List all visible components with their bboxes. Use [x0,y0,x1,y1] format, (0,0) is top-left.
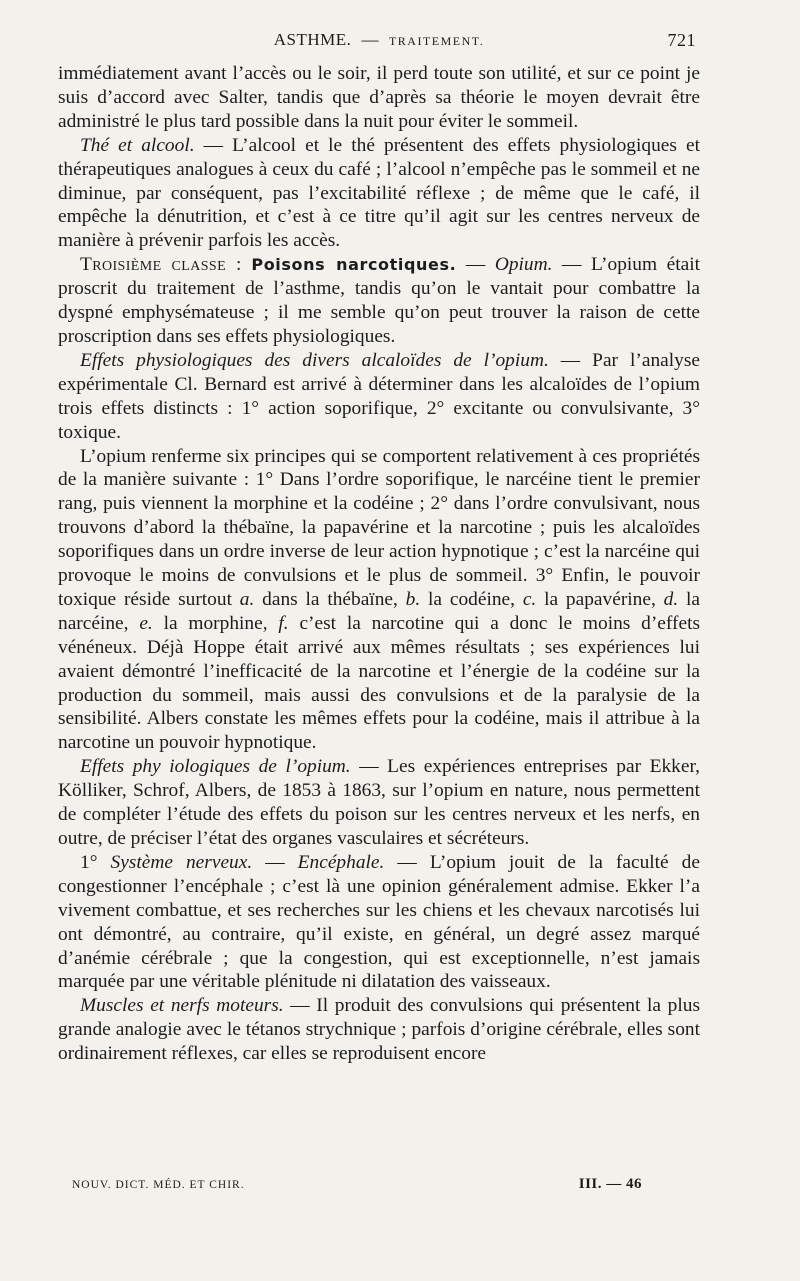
header-dash: — [361,30,379,49]
italic-text: c. [522,588,537,610]
italic-text: Effets physiologiques des divers alcaloïdes de l’opium. [80,349,549,371]
text-run: 1° [80,851,111,873]
paragraph [58,851,700,994]
italic-text: Effets phy iologiques de l’opium. [80,756,351,778]
text-run: — Par l’analyse expérimentale Cl. Bernard est arrivé à déterminer dans les alcaloïdes de l’opium trois effets distincts : 1° action soporifique, 2° excitante ou convulsivante, 3° toxique. [58,349,700,443]
paragraph [58,349,700,445]
text-run: — Les expériences entreprises par Ekker, Kölliker, Schrof, Albers, de 1853 à 1863, sur l’opium en nature, nous permettent de compléter l’étude des effets du poison sur les centres nerveux et les nerfs, en outre, de préciser l’état des organes vasculaires et sécréteurs. [58,756,700,849]
italic-text: d. [663,588,679,610]
italic-text: Thé et alcool. [80,134,195,156]
text-run: la papavérine, [536,588,664,610]
header-section: TRAITEMENT. [388,34,485,48]
italic-text: Système nerveux. [110,851,253,873]
page-number: 721 [667,30,696,50]
text-run: la codéine, [420,588,523,610]
paragraph [58,994,700,1066]
text-run: L’opium renferme six principes qui se comportent relativement à ces propriétés de la manière suivante : 1° Dans l’ordre soporifique, le narcéine tient le premier rang, puis viennent la morphine et la codéine ; 2° dans l’ordre convulsivant, nous trouvons d’abord la thébaïne, la papavérine et la narcotine ; puis les alcaloïdes soporifiques dans un ordre inverse de leur action hypnotique ; c’est la narcéine qui provoque le moins de convulsions et le plus de sommeil. 3° Enfin, le pouvoir toxique réside surtout [58,445,700,610]
paragraph [58,134,700,254]
text-run: la morphine, [152,612,279,634]
italic-text: a. [239,588,255,610]
italic-text: Opium. [494,254,553,276]
small-caps-text: Troisième classe : [80,254,242,276]
text-run: c’est la narcotine qui a donc le moins d’effets vénéneux. Déjà Hoppe était arrivé aux mêmes résultats ; ses expériences lui avaient démontré l’inefficacité de la narcotine et l’énergie de la codéine sur la production du sommeil, mais aussi des convulsions et de la paralysie de la sensibilité. Albers constate les mêmes effets pour la codéine, mais il attribue à la narcotine un pouvoir hypnotique. [58,612,700,754]
text-run: — [456,254,495,276]
italic-text: Encéphale. [297,851,385,873]
header-title: ASTHME. [273,30,352,49]
text-run: immédiatement avant l’accès ou le soir, il perd toute son utilité, et sur ce point je suis d’accord avec Salter, tandis que d’après sa théorie le moyen devrait être administré le plus tard possible dans la nuit pour éviter le sommeil. [58,63,700,132]
text-run: — L’alcool et le thé présentent des effets physiologiques et thérapeutiques analogues à ceux du café ; l’alcool n’empêche pas le sommeil et ne diminue, par conséquent, pas l’excitabilité réflexe ; de même que le café, il empêche la dénutrition, et c’est à ce titre qu’il agit sur les centres nerveux de manière à prévenir parfois les accès. [58,134,700,252]
italic-text: e. [139,612,153,634]
paragraph [58,755,700,851]
text-run: — L’opium jouit de la faculté de congestionner l’encéphale ; c’est là une opinion généralement admise. Ekker l’a vivement combattue, et ses recherches sur les chiens et les chevaux narcotisés lui ont démontré, au contraire, qu’il existe, en général, un degré assez marqué d’anémie cérébrale ; que la congestion, qui est exceptionnelle, n’est jamais marquée par une véritable plénitude ni dilatation des vaisseaux. [58,851,700,993]
italic-text: f. [278,612,289,634]
document-page [58,30,700,1066]
italic-text: b. [405,588,421,610]
text-run: — [252,851,298,873]
text-run: — L’opium était proscrit du traitement de l’asthme, tandis qu’on le vantait pour combattre la dyspné emphysémateuse ; il me semble qu’on peut trouver la raison de cette proscription dans ses effets physiologiques. [58,254,700,347]
paragraph [58,253,700,349]
running-title [58,30,700,50]
footer-signature: III. — 46 [578,1176,642,1192]
running-header [58,30,700,56]
text-run: dans la thébaïne, [254,588,406,610]
page-footer [72,1176,642,1192]
body-text [58,62,700,1066]
italic-text: Muscles et nerfs moteurs. [80,995,284,1017]
paragraph [58,62,700,134]
bold-heading-text: Poisons narcotiques. [251,255,457,275]
paragraph [58,445,700,756]
text-run: la narcéine, [58,588,700,634]
text-run [242,254,252,275]
text-run: — Il produit des convulsions qui présentent la plus grande analogie avec le tétanos strychnique ; parfois d’origine cérébrale, elles sont ordinairement réflexes, car elles se reproduisent encore [58,995,701,1065]
footer-publication: NOUV. DICT. MÉD. ET CHIR. [72,1179,245,1191]
